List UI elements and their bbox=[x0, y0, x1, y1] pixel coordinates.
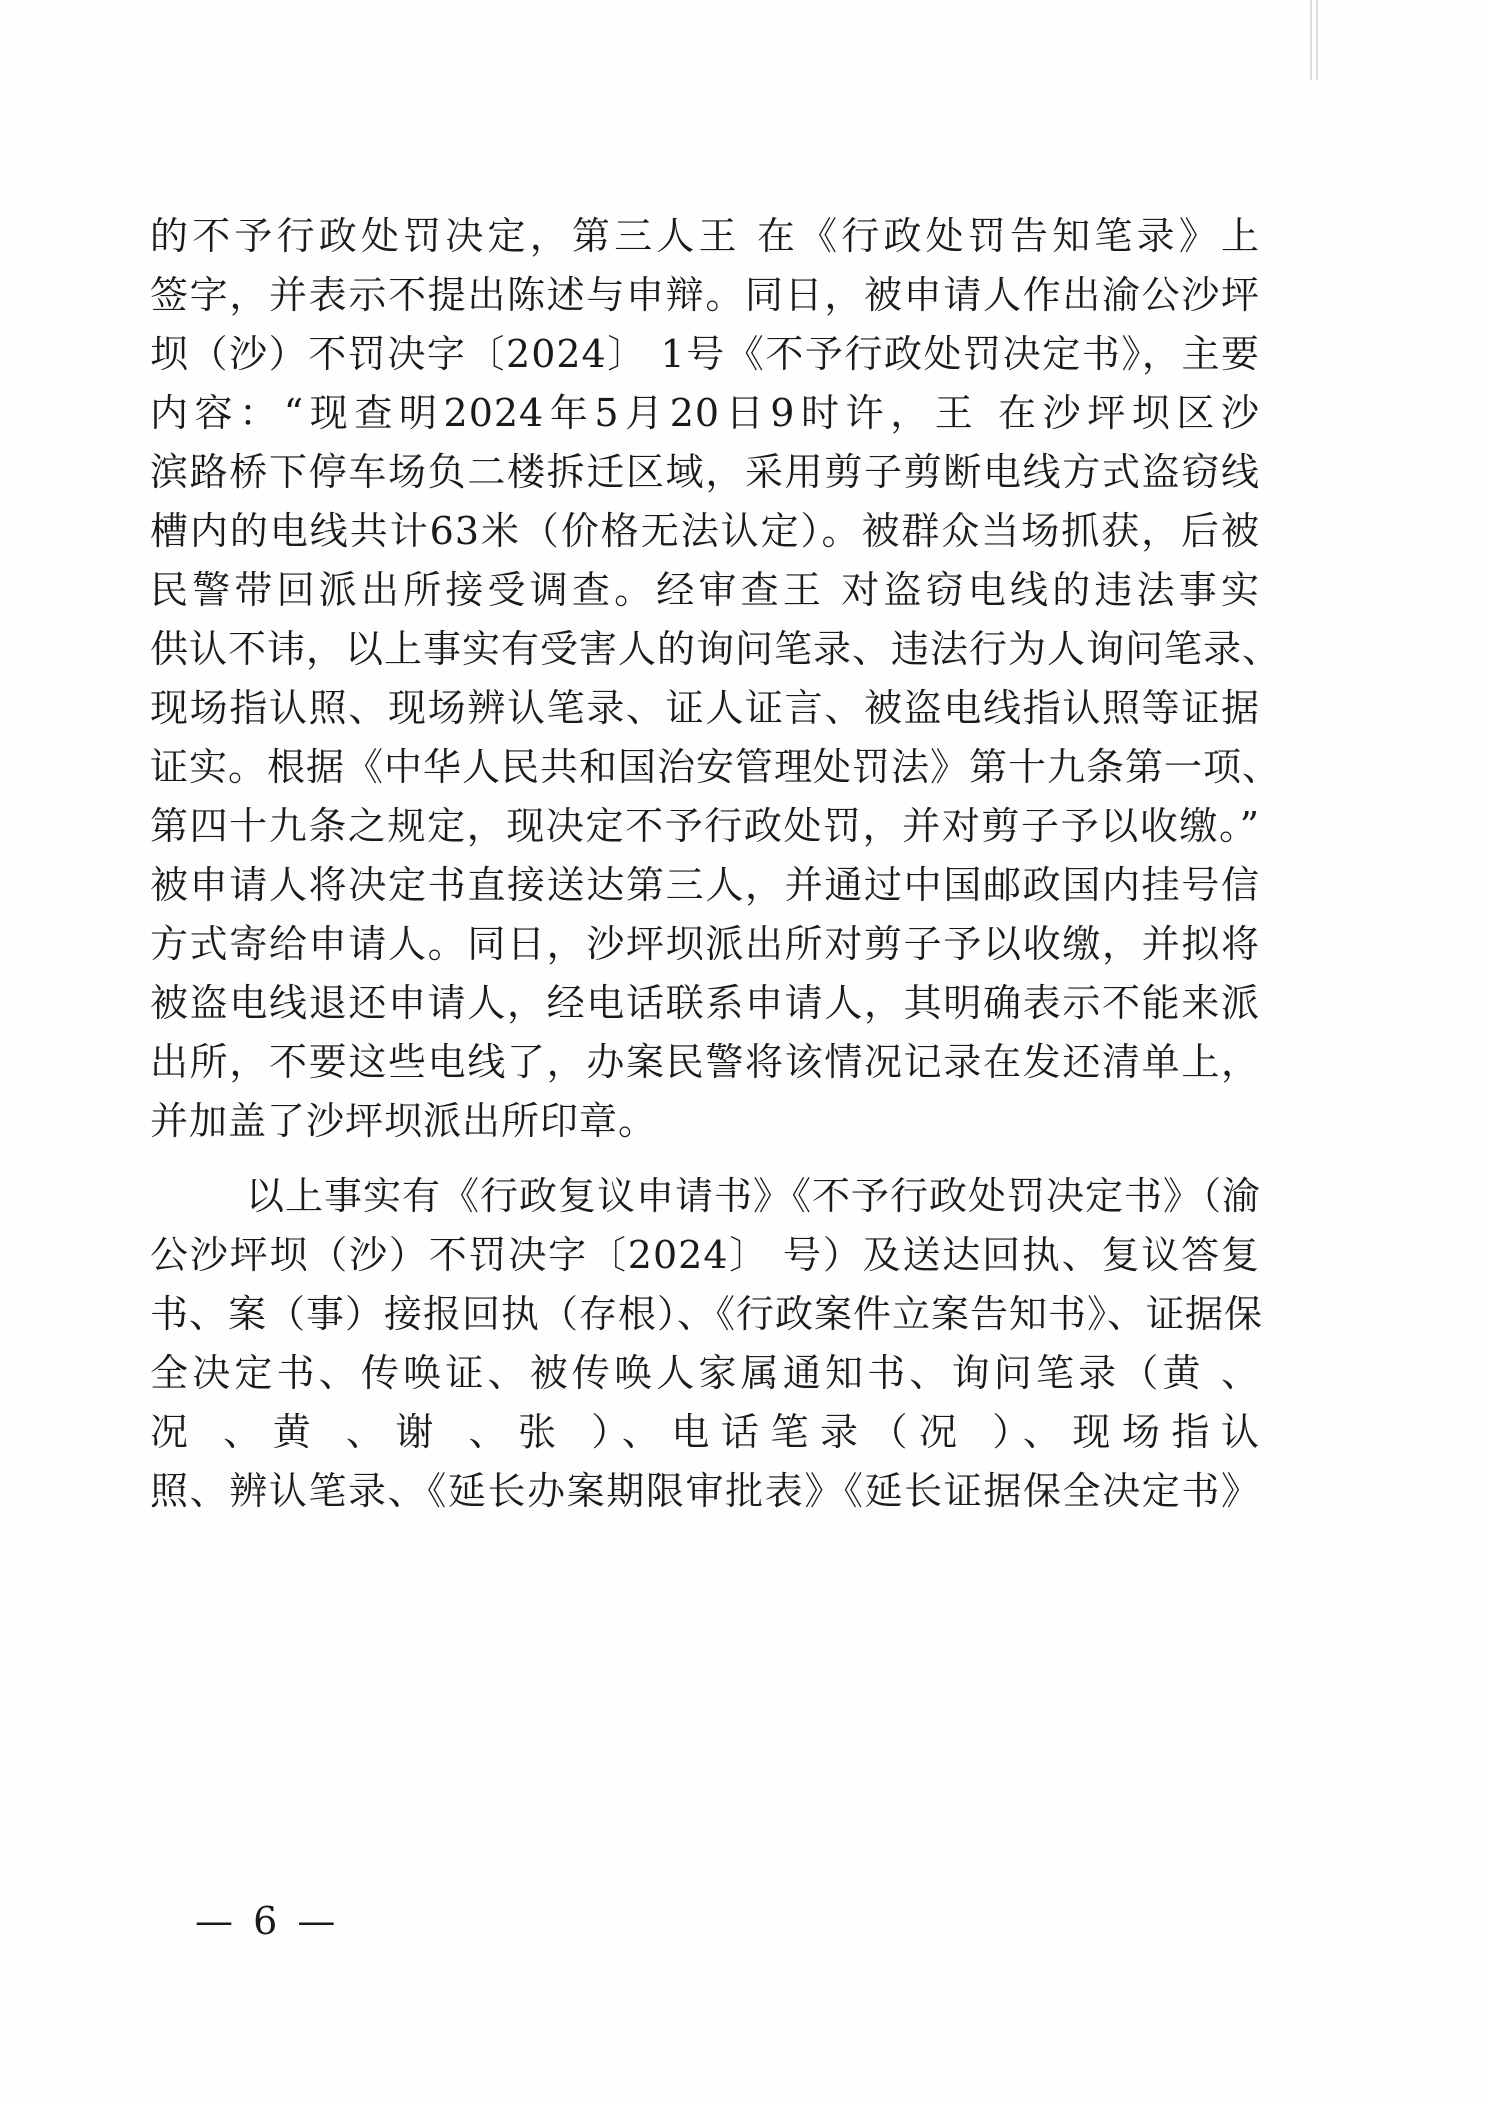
body-text-line: 出所，不要这些电线了，办案民警将该情况记录在发还清单上， bbox=[150, 1040, 1260, 1084]
body-text-line: 况 、黄 、谢 、张 ）、电话笔录（况 ）、现场指认 bbox=[150, 1410, 1260, 1454]
body-text-line: 供认不讳，以上事实有受害人的询问笔录、违法行为人询问笔录、 bbox=[150, 627, 1282, 671]
body-text-line: 第四十九条之规定，现决定不予行政处罚，并对剪子予以收缴。” bbox=[150, 804, 1260, 848]
body-text-line: 现场指认照、现场辨认笔录、证人证言、被盗电线指认照等证据 bbox=[150, 686, 1260, 730]
page-number: — 6 — bbox=[195, 1899, 340, 1943]
body-text-line: 全决定书、传唤证、被传唤人家属通知书、询问笔录（黄 、 bbox=[150, 1351, 1260, 1395]
body-text-line: 证实。根据《中华人民共和国治安管理处罚法》第十九条第一项、 bbox=[150, 745, 1282, 789]
body-text-line: 书、案（事）接报回执（存根）、《行政案件立案告知书》、证据保 bbox=[150, 1292, 1264, 1336]
body-text-line: 的不予行政处罚决定，第三人王 在《行政处罚告知笔录》上 bbox=[150, 214, 1260, 258]
scan-edge-mark bbox=[1316, 0, 1318, 80]
body-text-line: 民警带回派出所接受调查。经审查王 对盗窃电线的违法事实 bbox=[150, 568, 1260, 612]
body-text-line: 并加盖了沙坪坝派出所印章。 bbox=[150, 1099, 658, 1143]
body-text-line: 槽内的电线共计63米（价格无法认定）。被群众当场抓获，后被 bbox=[150, 509, 1260, 553]
paragraph-first-line: 以上事实有《行政复议申请书》《不予行政处罚决定书》（渝 bbox=[246, 1174, 1262, 1218]
body-text-line: 方式寄给申请人。同日，沙坪坝派出所对剪子予以收缴，并拟将 bbox=[150, 922, 1260, 966]
scan-edge-mark bbox=[1310, 0, 1312, 80]
body-text-line: 照、辨认笔录、《延长办案期限审批表》《延长证据保全决定书》 bbox=[150, 1469, 1260, 1513]
body-text-line: 坝（沙）不罚决字〔2024〕 1号《不予行政处罚决定书》，主要 bbox=[150, 332, 1260, 376]
body-text-line: 签字，并表示不提出陈述与申辩。同日，被申请人作出渝公沙坪 bbox=[150, 273, 1260, 317]
body-text-line: 公沙坪坝（沙）不罚决字〔2024〕 号）及送达回执、复议答复 bbox=[150, 1233, 1260, 1277]
body-text-line: 内容：“现查明2024年5月20日9时许，王 在沙坪坝区沙 bbox=[150, 391, 1260, 435]
body-text-line: 被盗电线退还申请人，经电话联系申请人，其明确表示不能来派 bbox=[150, 981, 1260, 1025]
body-text-line: 被申请人将决定书直接送达第三人，并通过中国邮政国内挂号信 bbox=[150, 863, 1260, 907]
body-text-line: 滨路桥下停车场负二楼拆迁区域，采用剪子剪断电线方式盗窃线 bbox=[150, 450, 1260, 494]
